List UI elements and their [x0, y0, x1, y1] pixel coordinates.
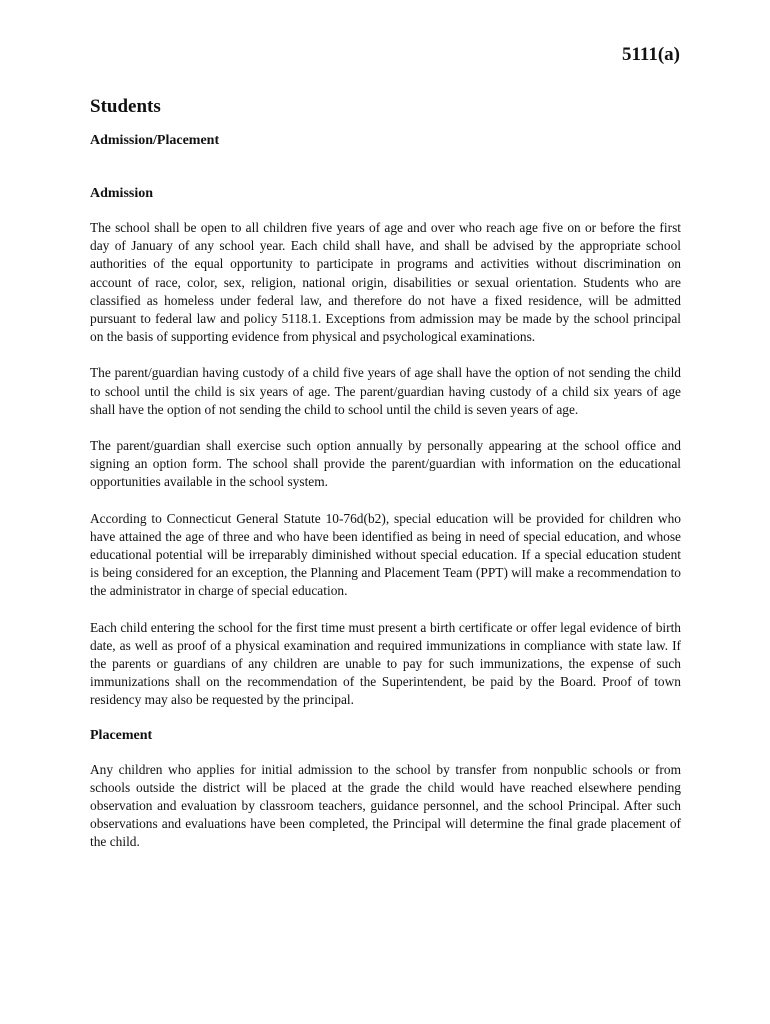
document-body [90, 96, 681, 870]
section-placement [90, 728, 681, 852]
document-subtitle: Admission/Placement [90, 133, 220, 148]
paragraph: The parent/guardian having custody of a child five years of age shall have the option of not sending the child to school until the child is six years of age. The parent/guardian having custody of a child six years of age shall have the option of not sending the child to school until the child is seven years of age. [90, 365, 681, 417]
section-admission [90, 186, 681, 710]
paragraph: Any children who applies for initial admission to the school by transfer from nonpublic schools or from schools outside the district will be placed at the grade the child would have reached elsewhere pending observation and evaluation by classroom teachers, guidance personnel, and the school Principal. After such observations and evaluations have been completed, the Principal will determine the final grade placement of the child. [90, 761, 681, 850]
paragraph: According to Connecticut General Statute 10-76d(b2), special education will be provided for children who have attained the age of three and who have been identified as being in need of special education, and whose educational potential will be irreparably diminished without special education. If a special education student is being considered for an exception, the Planning and Placement Team (PPT) will make a recommendation to the administrator in charge of special education. [90, 510, 681, 599]
policy-number: 5111(a) [621, 44, 680, 65]
paragraph: The school shall be open to all children five years of age and over who reach age five on or before the first day of January of any school year. Each child shall have, and shall be advised by the appropriate school authorities of the equal opportunity to participate in programs and activities without discrimination on account of race, color, sex, religion, national origin, disabilities or sexual orientation. Students who are classified as homeless under federal law, and therefore do not have a fixed residence, will be admitted pursuant to federal law and policy 5118.1. Exceptions from admission may be made by the school principal on the basis of supporting evidence from physical and psychological examinations. [90, 220, 681, 345]
paragraph: The parent/guardian shall exercise such option annually by personally appearing at the school office and signing an option form. The school shall provide the parent/guardian with information on the educational opportunities available in the school system. [90, 438, 681, 490]
section-heading: Placement [90, 727, 153, 743]
section-heading: Admission [90, 186, 154, 201]
paragraph: Each child entering the school for the first time must present a birth certificate or offer legal evidence of birth date, as well as proof of a physical examination and required immunizations in compliance with state law. If the parents or guardians of any children are unable to pay for such immunizations, the expense of such immunizations shall on the recommendation of the Superintendent, be paid by the Board. Proof of town residency may also be requested by the principal. [90, 619, 681, 708]
document-title: Students [90, 96, 161, 117]
